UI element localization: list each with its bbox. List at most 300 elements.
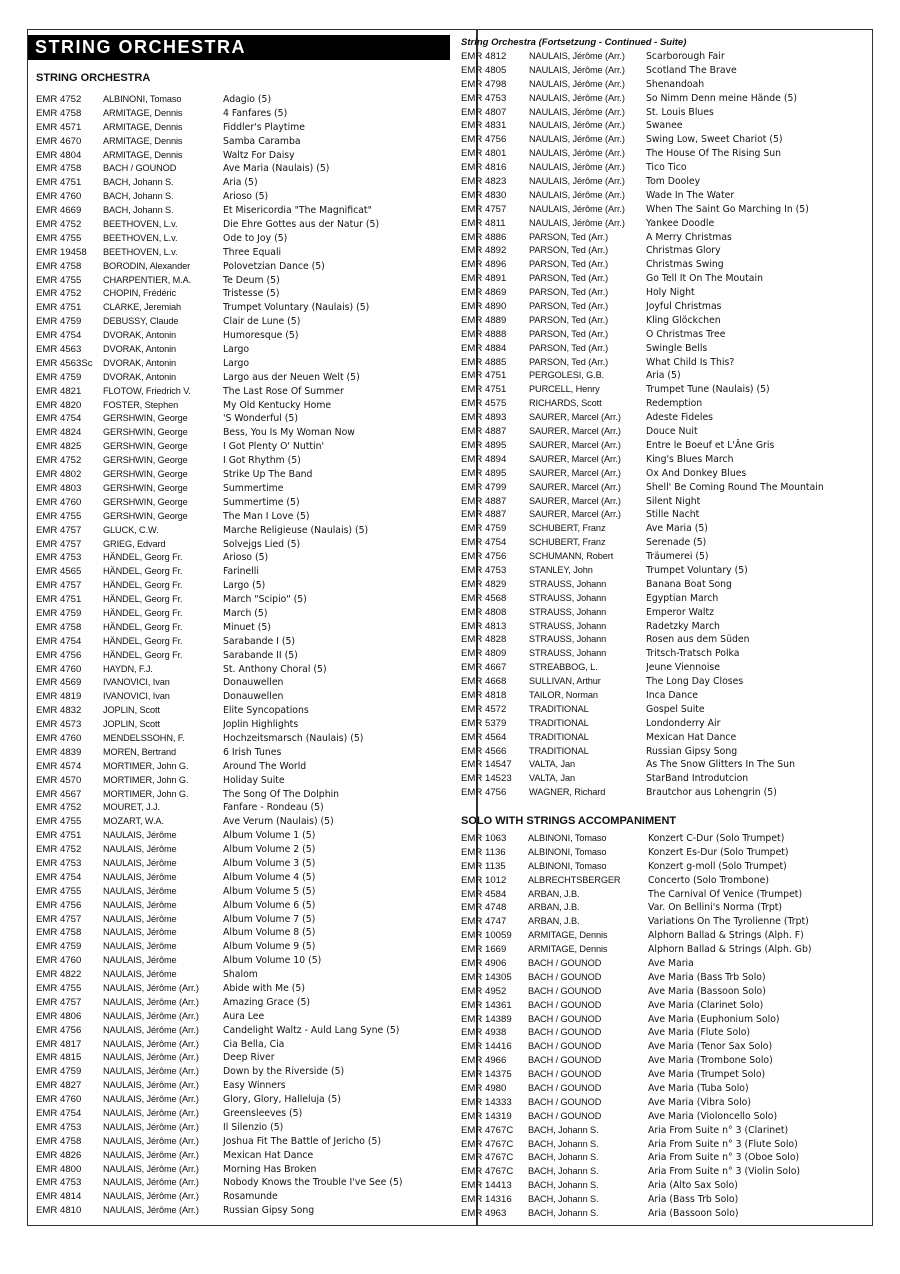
work-title: Banana Boat Song (646, 578, 732, 590)
composer: ALBINONI, Tomaso (528, 860, 607, 871)
catalog-number: EMR 4801 (461, 148, 507, 160)
composer: PARSON, Ted (Arr.) (529, 273, 609, 284)
catalog-number: EMR 4754 (36, 635, 82, 647)
work-title: Glory, Glory, Halleluja (5) (223, 1094, 341, 1106)
catalog-number: EMR 4810 (36, 1205, 82, 1217)
composer: NAULAIS, Jérôme (Arr.) (103, 1024, 199, 1035)
work-title: Minuet (5) (223, 621, 271, 633)
catalog-number: EMR 4756 (36, 899, 82, 911)
catalog-number: EMR 4760 (36, 1094, 82, 1106)
work-title: The Song Of The Dolphin (223, 788, 340, 800)
catalog-number: EMR 4753 (36, 1121, 82, 1133)
catalog-number: EMR 4759 (36, 607, 82, 619)
composer: NAULAIS, Jérôme (103, 969, 177, 980)
work-title: Donauwellen (223, 691, 284, 703)
catalog-number: EMR 4751 (461, 384, 507, 396)
composer: HÄNDEL, Georg Fr. (103, 621, 183, 632)
catalog-number: EMR 4758 (36, 621, 82, 633)
catalog-number: EMR 4799 (461, 481, 507, 493)
work-title: Swanee (646, 120, 683, 132)
composer: SAURER, Marcel (Arr.) (529, 412, 621, 423)
composer: RICHARDS, Scott (529, 398, 602, 409)
work-title: Ox And Donkey Blues (646, 467, 747, 479)
catalog-number: EMR 4822 (36, 969, 82, 981)
work-title: Largo (223, 357, 250, 369)
work-title: Ode to Joy (5) (223, 232, 288, 244)
work-title: As The Snow Glitters In The Sun (646, 759, 795, 771)
work-title: Strike Up The Band (223, 469, 313, 481)
catalog-number: EMR 14413 (461, 1180, 512, 1192)
work-title: The Long Day Closes (646, 676, 744, 688)
catalog-number: EMR 4572 (461, 703, 507, 715)
composer: NAULAIS, Jérôme (Arr.) (103, 1205, 199, 1216)
catalog-number: EMR 4807 (461, 106, 507, 118)
catalog-number: EMR 4980 (461, 1083, 507, 1095)
composer: GRIEG, Edvard (103, 538, 166, 549)
work-title: Joshua Fit The Battle of Jericho (5) (223, 1135, 382, 1147)
catalog-number: EMR 4756 (36, 1024, 82, 1036)
work-title: Aria From Suite n° 3 (Oboe Solo) (648, 1152, 800, 1164)
composer: GLUCK, C.W. (103, 524, 159, 535)
work-title: Album Volume 5 (5) (223, 885, 316, 897)
composer: HAYDN, F.J. (103, 663, 153, 674)
work-title: Marche Religieuse (Naulais) (5) (223, 524, 369, 536)
work-title: Trumpet Voluntary (5) (646, 564, 748, 576)
catalog-number: EMR 4754 (461, 537, 507, 549)
work-title: Silent Night (646, 495, 701, 507)
work-title: Redemption (646, 398, 703, 410)
catalog-number: EMR 4966 (461, 1055, 507, 1067)
composer: PARSON, Ted (Arr.) (529, 314, 609, 325)
composer: PARSON, Ted (Arr.) (529, 301, 609, 312)
composer: VALTA, Jan (529, 773, 575, 784)
composer: GERSHWIN, George (103, 510, 188, 521)
composer: NAULAIS, Jérôme (Arr.) (103, 1177, 199, 1188)
catalog-number: EMR 4952 (461, 985, 507, 997)
composer: TRADITIONAL (529, 717, 589, 728)
work-title: Album Volume 1 (5) (223, 830, 316, 842)
composer: ARBAN, J.B. (528, 916, 580, 927)
work-title: 6 Irish Tunes (223, 746, 282, 758)
work-title: Around The World (223, 760, 307, 772)
work-title: Ave Maria (Naulais) (5) (223, 163, 330, 175)
catalog-number: EMR 4568 (461, 592, 507, 604)
work-title: King's Blues March (646, 453, 734, 465)
work-title: Album Volume 2 (5) (223, 844, 316, 856)
catalog-number: EMR 4752 (36, 288, 82, 300)
composer: MORTIMER, John G. (103, 760, 189, 771)
composer: NAULAIS, Jérôme (103, 913, 177, 924)
composer: NAULAIS, Jérôme (Arr.) (103, 983, 199, 993)
work-title: Aria (5) (646, 370, 681, 382)
composer: ARMITAGE, Dennis (103, 135, 183, 146)
work-title: Adagio (5) (223, 94, 272, 105)
work-title: I Got Rhythm (5) (223, 455, 301, 467)
composer: ARMITAGE, Dennis (103, 149, 183, 160)
composer: NAULAIS, Jérôme (103, 955, 177, 966)
catalog-number: EMR 4895 (461, 467, 507, 479)
composer: NAULAIS, Jérôme (Arr.) (103, 1135, 199, 1146)
work-title: Kling Glöckchen (646, 314, 721, 326)
composer: FLOTOW, Friedrich V. (103, 385, 191, 396)
catalog-number: EMR 4767C (461, 1124, 514, 1136)
catalog-number: EMR 4802 (36, 469, 82, 481)
catalog-number: EMR 4963 (461, 1208, 507, 1220)
composer: NAULAIS, Jérôme (103, 871, 177, 882)
work-title: The Carnival Of Venice (Trumpet) (648, 888, 803, 900)
work-title: Album Volume 3 (5) (223, 857, 316, 869)
catalog-number: EMR 1063 (461, 833, 507, 844)
work-title: Ave Maria (648, 958, 694, 970)
catalog-number: EMR 4812 (461, 51, 507, 62)
catalog-number: EMR 4767C (461, 1152, 514, 1164)
composer: GERSHWIN, George (103, 413, 188, 424)
composer: BACH, Johann S. (528, 1138, 599, 1149)
composer: ARMITAGE, Dennis (528, 930, 608, 941)
work-title: Te Deum (5) (223, 274, 280, 286)
catalog-number: EMR 4894 (461, 453, 507, 465)
composer: BORODIN, Alexander (103, 260, 191, 271)
composer: SAURER, Marcel (Arr.) (529, 467, 621, 478)
composer: HÄNDEL, Georg Fr. (103, 580, 183, 591)
work-title: Yankee Doodle (646, 217, 715, 229)
work-title: Aria (Bassoon Solo) (648, 1208, 739, 1220)
composer: NAULAIS, Jérôme (Arr.) (103, 1038, 199, 1049)
composer: PARSON, Ted (Arr.) (529, 287, 609, 298)
composer: BACH / GOUNOD (528, 1083, 602, 1094)
catalog-number: EMR 4565 (36, 566, 82, 578)
catalog-number: EMR 4755 (36, 232, 82, 244)
composer: IVANOVICI, Ivan (103, 677, 170, 688)
catalog-number: EMR 4758 (36, 1135, 82, 1147)
work-title: Aria From Suite n° 3 (Clarinet) (648, 1124, 789, 1136)
work-title: Londonderry Air (646, 717, 721, 729)
composer: NAULAIS, Jérôme (Arr.) (529, 189, 625, 200)
composer: NAULAIS, Jérôme (Arr.) (529, 162, 625, 173)
composer: IVANOVICI, Ivan (103, 691, 170, 702)
composer: BACH / GOUNOD (528, 999, 602, 1010)
composer: STRAUSS, Johann (529, 578, 607, 589)
catalog-number: EMR 4755 (36, 983, 82, 994)
composer: SAURER, Marcel (Arr.) (529, 509, 621, 520)
work-title: Shenandoah (646, 78, 705, 90)
work-title: Largo (5) (223, 580, 266, 592)
composer: MOREN, Bertrand (103, 746, 177, 757)
catalog-number: EMR 4760 (36, 955, 82, 967)
catalog-number: EMR 4759 (36, 941, 82, 953)
catalog-number: EMR 4811 (461, 217, 506, 229)
work-title: Shell' Be Coming Round The Mountain (646, 481, 824, 493)
work-title: Ave Maria (Bassoon Solo) (648, 985, 766, 997)
work-title: Concerto (Solo Trombone) (648, 874, 769, 886)
work-title: Album Volume 10 (5) (223, 955, 322, 967)
composer: NAULAIS, Jérôme (Arr.) (529, 148, 625, 159)
catalog-number: EMR 4752 (36, 455, 82, 467)
section-banner (28, 35, 450, 60)
work-title: Fanfare - Rondeau (5) (223, 802, 324, 814)
work-title: Radetzky March (646, 620, 720, 632)
composer: GERSHWIN, George (103, 427, 188, 438)
catalog-number: EMR 4887 (461, 509, 507, 521)
work-title: Sarabande II (5) (223, 649, 298, 661)
composer: HÄNDEL, Georg Fr. (103, 649, 183, 660)
work-title: 4 Fanfares (5) (223, 107, 288, 119)
composer: STRAUSS, Johann (529, 634, 607, 645)
catalog-number: EMR 4820 (36, 399, 82, 411)
catalog-number: EMR 4670 (36, 135, 82, 147)
catalog-number: EMR 4885 (461, 356, 507, 368)
composer: BACH, Johann S. (528, 1208, 599, 1219)
composer: NAULAIS, Jérôme (Arr.) (529, 176, 625, 187)
composer: STRAUSS, Johann (529, 606, 607, 617)
catalog-number: EMR 19458 (36, 246, 87, 258)
composer: SCHUBERT, Franz (529, 523, 606, 534)
catalog-number: EMR 4759 (461, 523, 507, 535)
work-title: Aura Lee (223, 1010, 265, 1022)
composer: BACH / GOUNOD (528, 1055, 602, 1066)
composer: NAULAIS, Jérôme (103, 830, 177, 841)
catalog-number: EMR 4564 (461, 731, 507, 743)
composer: BEETHOVEN, L.v. (103, 246, 178, 257)
composer: STANLEY, John (529, 564, 593, 575)
composer: ALBRECHTSBERGER (528, 874, 621, 885)
work-title: Ave Maria (Tuba Solo) (648, 1083, 749, 1095)
catalog-number: EMR 4818 (461, 689, 507, 701)
catalog-number: EMR 4757 (36, 524, 82, 536)
composer: STREABBOG, L. (529, 662, 598, 673)
work-title: Var. On Bellini's Norma (Trpt) (648, 902, 783, 914)
work-title: Largo aus der Neuen Welt (5) (223, 371, 360, 383)
work-title: Serenade (5) (646, 537, 707, 549)
composer: HÄNDEL, Georg Fr. (103, 635, 183, 646)
work-title: Album Volume 4 (5) (223, 871, 316, 883)
composer: STRAUSS, Johann (529, 592, 607, 603)
catalog-number: EMR 4817 (36, 1038, 82, 1050)
catalog-number: EMR 4887 (461, 426, 507, 438)
work-title: Inca Dance (646, 689, 698, 701)
catalog-number: EMR 14319 (461, 1110, 512, 1122)
work-title: March "Scipio" (5) (223, 594, 307, 606)
work-title: Adeste Fideles (646, 412, 714, 424)
work-title: Alphorn Ballad & Strings (Alph. Gb) (648, 944, 812, 956)
catalog-number: EMR 4755 (36, 816, 82, 828)
work-title: Träumerei (5) (646, 551, 709, 563)
composer: BACH, Johann S. (103, 177, 174, 188)
composer: NAULAIS, Jérôme (Arr.) (103, 1121, 199, 1132)
composer: SAURER, Marcel (Arr.) (529, 495, 621, 506)
work-title: Greensleeves (5) (223, 1108, 303, 1120)
catalog-number: EMR 4669 (36, 205, 82, 217)
catalog-number: EMR 1012 (461, 874, 507, 886)
work-title: Christmas Swing (646, 259, 724, 271)
catalog-number: EMR 4758 (36, 260, 82, 272)
catalog-number: EMR 4819 (36, 691, 82, 703)
work-title: Variations On The Tyrolienne (Trpt) (648, 916, 809, 928)
catalog-number: EMR 4891 (461, 273, 507, 285)
composer: ARMITAGE, Dennis (103, 107, 183, 118)
work-title: Arioso (5) (223, 552, 269, 564)
composer: DVORAK, Antonin (103, 371, 177, 382)
catalog-number: EMR 4895 (461, 439, 507, 451)
composer: CLARKE, Jeremiah (103, 302, 182, 313)
composer: GERSHWIN, George (103, 469, 188, 480)
composer: HÄNDEL, Georg Fr. (103, 552, 183, 563)
catalog-number: EMR 4884 (461, 342, 507, 354)
composer: JOPLIN, Scott (103, 705, 160, 716)
catalog-number: EMR 4815 (36, 1052, 82, 1064)
composer: NAULAIS, Jérôme (Arr.) (529, 64, 625, 75)
catalog-number: EMR 4798 (461, 78, 507, 90)
work-title: Konzert C-Dur (Solo Trumpet) (648, 833, 785, 844)
work-title: Wade In The Water (646, 189, 735, 201)
catalog-number: EMR 4757 (36, 580, 82, 592)
composer: SULLIVAN, Arthur (529, 676, 601, 687)
composer: SCHUBERT, Franz (529, 537, 606, 548)
work-title: The House Of The Rising Sun (646, 148, 782, 160)
work-title: Go Tell It On The Moutain (646, 273, 763, 285)
catalog-number: EMR 4754 (36, 1108, 82, 1120)
work-title: Entre le Boeuf et L'Âne Gris (646, 439, 775, 451)
catalog-number: EMR 4889 (461, 314, 507, 326)
composer: FOSTER, Stephen (103, 399, 179, 410)
composer: BACH, Johann S. (103, 191, 174, 202)
work-title: March (5) (223, 607, 268, 619)
catalog-number: EMR 4759 (36, 1066, 82, 1078)
work-title: Ave Maria (Trumpet Solo) (648, 1069, 766, 1081)
catalog-number: EMR 4767C (461, 1166, 514, 1178)
catalog-number: EMR 4752 (36, 94, 82, 105)
composer: TRADITIONAL (529, 745, 589, 756)
continued-heading: String Orchestra (Fortsetzung - Continued - Suite) (461, 37, 687, 48)
work-title: Aria (Alto Sax Solo) (648, 1180, 738, 1192)
composer: SAURER, Marcel (Arr.) (529, 426, 621, 437)
composer: PARSON, Ted (Arr.) (529, 328, 609, 339)
composer: ARBAN, J.B. (528, 888, 580, 899)
work-title: Ave Maria (Vibra Solo) (648, 1096, 751, 1108)
catalog-number: EMR 4753 (36, 857, 82, 869)
catalog-page-frame (27, 29, 873, 1226)
composer: NAULAIS, Jérôme (Arr.) (529, 106, 625, 117)
catalog-number: EMR 4890 (461, 301, 507, 313)
catalog-number: EMR 10059 (461, 930, 512, 942)
catalog-number: EMR 4839 (36, 746, 82, 758)
catalog-number: EMR 4563 (36, 344, 82, 356)
work-title: Album Volume 8 (5) (223, 927, 316, 939)
work-title: Donauwellen (223, 677, 284, 689)
composer: NAULAIS, Jérôme (103, 844, 177, 855)
catalog-number: EMR 4800 (36, 1163, 82, 1175)
catalog-number: EMR 4755 (36, 885, 82, 897)
catalog-number: EMR 4803 (36, 482, 82, 494)
work-title: O Christmas Tree (646, 328, 726, 340)
work-title: Humoresque (5) (223, 330, 299, 342)
composer: ARMITAGE, Dennis (528, 944, 608, 955)
work-title: Ave Maria (Violoncello Solo) (648, 1110, 778, 1122)
catalog-number: EMR 4756 (461, 134, 507, 146)
catalog-number: EMR 4808 (461, 606, 507, 618)
work-title: Abide with Me (5) (223, 983, 305, 994)
composer: NAULAIS, Jérôme (Arr.) (529, 203, 625, 214)
work-title: Rosamunde (223, 1191, 278, 1203)
work-title: Polovetzian Dance (5) (223, 260, 325, 272)
work-title: Ave Maria (Bass Trb Solo) (648, 971, 766, 983)
work-title: Stille Nacht (646, 509, 700, 521)
catalog-number: EMR 4827 (36, 1080, 82, 1092)
composer: DEBUSSY, Claude (103, 316, 179, 327)
banner-title: STRING ORCHESTRA (35, 37, 247, 57)
catalog-number: EMR 14547 (461, 759, 512, 771)
work-title: Samba Caramba (223, 135, 301, 147)
catalog-number: EMR 4668 (461, 676, 507, 688)
catalog-number: EMR 4752 (36, 844, 82, 856)
work-title: Deep River (223, 1052, 275, 1064)
composer: DVORAK, Antonin (103, 357, 177, 368)
work-title: Cia Bella, Cia (223, 1038, 285, 1050)
work-title: Trumpet Voluntary (Naulais) (5) (223, 302, 370, 314)
catalog-number: EMR 4825 (36, 441, 82, 453)
work-title: My Old Kentucky Home (223, 399, 332, 411)
work-title: What Child Is This? (646, 356, 735, 368)
catalog-number: EMR 4748 (461, 902, 507, 914)
work-title: Swingle Bells (646, 342, 708, 354)
composer: ARBAN, J.B. (528, 902, 580, 913)
catalog-number: EMR 4767C (461, 1138, 514, 1150)
composer: TRADITIONAL (529, 703, 589, 714)
catalog-number: EMR 4813 (461, 620, 507, 632)
composer: NAULAIS, Jérôme (Arr.) (103, 1010, 199, 1021)
composer: PARSON, Ted (Arr.) (529, 231, 609, 242)
catalog-number: EMR 4829 (461, 578, 507, 590)
composer: PURCELL, Henry (529, 384, 600, 395)
composer: BACH / GOUNOD (103, 163, 177, 174)
catalog-number: EMR 4757 (36, 996, 82, 1008)
composer: MORTIMER, John G. (103, 788, 189, 799)
work-title: The Last Rose Of Summer (223, 385, 344, 397)
composer: ALBINONI, Tomaso (528, 846, 607, 857)
catalog-number: EMR 4756 (36, 649, 82, 661)
work-title: Summertime (5) (223, 496, 300, 508)
catalog-number: EMR 4888 (461, 328, 507, 340)
composer: NAULAIS, Jérôme (Arr.) (103, 1094, 199, 1105)
catalog-number: EMR 4892 (461, 245, 507, 257)
catalog-number: EMR 4754 (36, 413, 82, 425)
work-title: Christmas Glory (646, 245, 721, 257)
work-title: Easy Winners (223, 1080, 286, 1092)
work-title: I Got Plenty O' Nuttin' (223, 441, 325, 453)
work-title: Tico Tico (646, 162, 687, 174)
composer: SCHUMANN, Robert (529, 551, 614, 562)
work-title: Tom Dooley (646, 176, 701, 188)
work-title: Konzert g-moll (Solo Trumpet) (648, 860, 787, 872)
composer: HÄNDEL, Georg Fr. (103, 607, 183, 618)
work-title: Clair de Lune (5) (223, 316, 301, 328)
composer: STRAUSS, Johann (529, 648, 607, 659)
composer: TRADITIONAL (529, 731, 589, 742)
composer: NAULAIS, Jérôme (103, 857, 177, 868)
work-title: The Man I Love (5) (223, 510, 310, 522)
catalog-number: EMR 4832 (36, 705, 82, 717)
composer: BACH / GOUNOD (528, 958, 602, 969)
work-title: Konzert Es-Dur (Solo Trumpet) (648, 846, 789, 858)
catalog-number: EMR 4759 (36, 316, 82, 328)
catalog-number: EMR 4828 (461, 634, 507, 646)
catalog-number: EMR 4571 (36, 121, 82, 133)
composer: HÄNDEL, Georg Fr. (103, 594, 183, 605)
work-title: Holiday Suite (223, 774, 285, 786)
catalog-number: EMR 4760 (36, 496, 82, 508)
work-title: Russian Gipsy Song (646, 745, 738, 757)
catalog-number: EMR 4753 (36, 552, 82, 564)
